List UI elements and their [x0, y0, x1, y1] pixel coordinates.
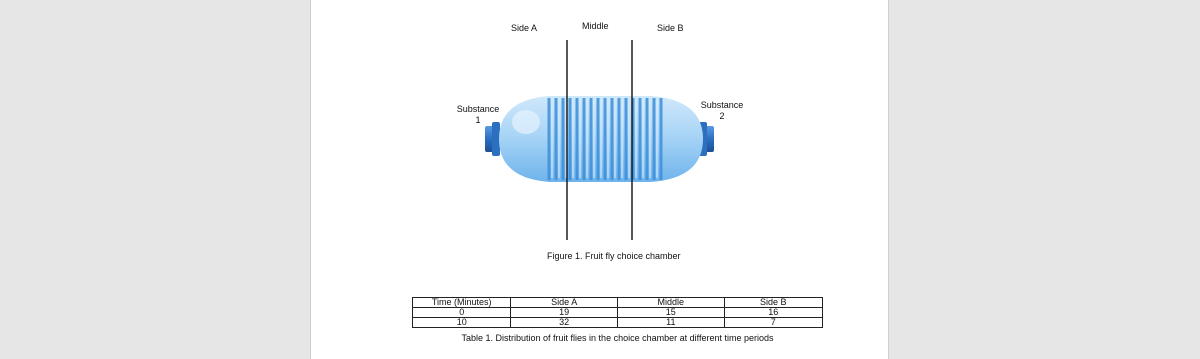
label-substance-1	[453, 104, 503, 126]
table-header-cell: Side B	[724, 298, 822, 308]
table-row	[413, 318, 823, 328]
chamber-body	[499, 96, 703, 182]
table-cell: 10	[413, 318, 511, 328]
substance-1-line1: Substance	[456, 104, 500, 114]
document-page	[310, 0, 889, 359]
label-middle: Middle	[582, 21, 609, 31]
substance-1-line2: 1	[475, 115, 481, 125]
table-cell: 19	[511, 308, 618, 318]
table-caption: Table 1. Distribution of fruit flies in the choice chamber at different time periods	[461, 333, 774, 343]
figure-caption: Figure 1. Fruit fly choice chamber	[547, 251, 681, 261]
table-header-row	[413, 298, 823, 308]
left-cap	[485, 122, 500, 156]
results-table	[412, 297, 823, 328]
substance-2-line2: 2	[719, 111, 725, 121]
table-cell: 11	[617, 318, 724, 328]
label-substance-2	[697, 100, 747, 122]
table-row	[413, 308, 823, 318]
table-cell: 16	[724, 308, 822, 318]
table-cell: 0	[413, 308, 511, 318]
table-header-cell: Time (Minutes)	[413, 298, 511, 308]
table-cell: 7	[724, 318, 822, 328]
table-cell: 32	[511, 318, 618, 328]
table-header-cell: Side A	[511, 298, 618, 308]
label-side-b: Side B	[657, 23, 684, 33]
table-cell: 15	[617, 308, 724, 318]
table-header-cell: Middle	[617, 298, 724, 308]
label-side-a: Side A	[511, 23, 538, 33]
substance-2-line1: Substance	[700, 100, 744, 110]
